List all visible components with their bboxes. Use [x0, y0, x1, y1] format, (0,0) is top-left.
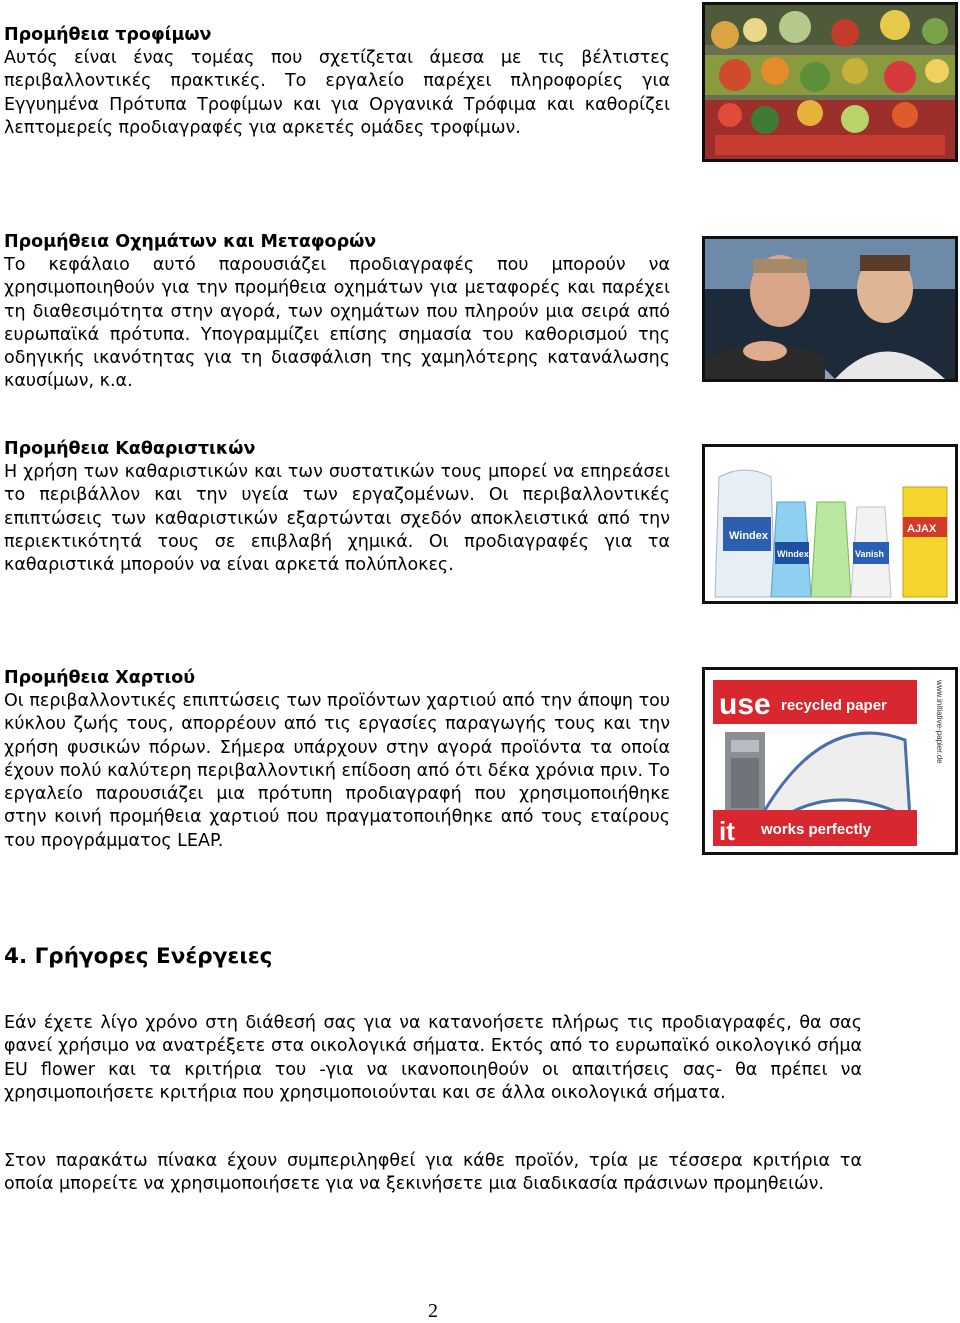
- svg-text:AJAX: AJAX: [907, 523, 937, 535]
- svg-text:use: use: [719, 688, 771, 721]
- svg-text:Windex: Windex: [777, 549, 809, 559]
- svg-text:Vanish: Vanish: [855, 549, 885, 559]
- section-text: Το κεφάλαιο αυτό παρουσιάζει προδιαγραφές που μπορούν να χρησιμοποιηθούν για την προμήθεια οχημάτων για μεταφορές και παρέχει τη διαθεσιμότητα στην αγορά, των οχημάτων που πληρούν μια σειρά από ευρωπαϊκά πρότυπα. Υπογραμμίζει επίσης σημασία του καθορισμού της οδηγικής ικανότητας για τη διασφάλιση της χαμηλότερης κατανάλωσης καυσίμων, κ.α.: [4, 255, 670, 392]
- svg-text:it: it: [719, 816, 735, 846]
- section-title: Προμήθεια Χαρτιού: [4, 668, 196, 688]
- section-food: [4, 24, 670, 140]
- svg-text:works perfectly: works perfectly: [761, 821, 872, 838]
- driving-instructor-photo-icon: [702, 236, 958, 382]
- section-heading: 4. Γρήγορες Ενέργειες: [4, 944, 273, 969]
- svg-text:recycled paper: recycled paper: [781, 697, 887, 714]
- fruit-market-photo-icon: [702, 2, 958, 162]
- section-title: Προμήθεια Καθαριστικών: [4, 439, 256, 459]
- page-number: 2: [428, 1300, 438, 1322]
- svg-text:www.initiative-papier.de: www.initiative-papier.de: [935, 680, 944, 764]
- recycled-paper-poster-icon: [702, 667, 958, 855]
- section-text: Οι περιβαλλοντικές επιπτώσεις των προϊόντων χαρτιού από την άποψη του κύκλου ζωής τους, απορρέουν από τις εργασίες παραγωγής τους και την χρήση φυσικών πόρων. Σήμερα υπάρχουν στην αγορά προϊόντα τα οποία έχουν πολύ καλύτερη περιβαλλοντική επίδοση από ότι δέκα χρόνια πριν. Το εργαλείο παρουσιάζει μια πρότυπη προδιαγραφή που χρησιμοποιήθηκε στην κοινή προμήθεια χαρτιού που πραγματοποιήθηκε από τους εταίρους του προγράμματος LEAP.: [4, 691, 670, 851]
- section-vehicles: [4, 231, 670, 394]
- section-text: Αυτός είναι ένας τομέας που σχετίζεται άμεσα με τις βέλτιστες περιβαλλοντικές πρακτικές. Το εργαλείο παρέχει πληροφορίες για Εγγυημένα Πρότυπα Τροφίμων και για Οργανικά Τρόφιμα και καθορίζει λεπτομερείς προδιαγραφές για αρκετές ομάδες τροφίμων.: [4, 48, 670, 138]
- paragraph: Εάν έχετε λίγο χρόνο στη διάθεσή σας για να κατανοήσετε πλήρως τις προδιαγραφές, θα σας φανεί χρήσιμο να ανατρέξετε στα οικολογικά σήματα. Εκτός από το ευρωπαϊκό οικολογικό σήμα EU flower και τα κριτήρια του -για να ικανοποιηθούν οι απαιτήσεις σας- θα πρέπει να χρησιμοποιήσετε κριτήρια που χρησιμοποιούνται και σε άλλα οικολογικά σήματα.: [4, 1013, 862, 1103]
- section-title: Προμήθεια Οχημάτων και Μεταφορών: [4, 232, 377, 252]
- section-cleaning: [4, 438, 670, 577]
- paragraph: Στον παρακάτω πίνακα έχουν συμπεριληφθεί για κάθε προϊόν, τρία με τέσσερα κριτήρια τα οποία μπορείτε να χρησιμοποιήσετε για να ξεκινήσετε μια διαδικασία πράσινων προμηθειών.: [4, 1151, 862, 1195]
- section-paper: [4, 667, 670, 853]
- section-text: Η χρήση των καθαριστικών και των συστατικών τους μπορεί να επηρεάσει το περιβάλλον και την υγεία των εργαζομένων. Οι περιβαλλοντικές επιπτώσεις των καθαριστικών εξαρτώνται σχεδόν αποκλειστικά από την περιεκτικότητά τους σε επιβλαβή χημικά. Οι προδιαγραφές για τα καθαριστικά μπορούν να είναι αρκετά πολύπλοκες.: [4, 462, 670, 576]
- cleaning-products-photo-icon: [702, 444, 958, 604]
- svg-text:Windex: Windex: [729, 530, 769, 542]
- section-title: Προμήθεια τροφίμων: [4, 25, 212, 45]
